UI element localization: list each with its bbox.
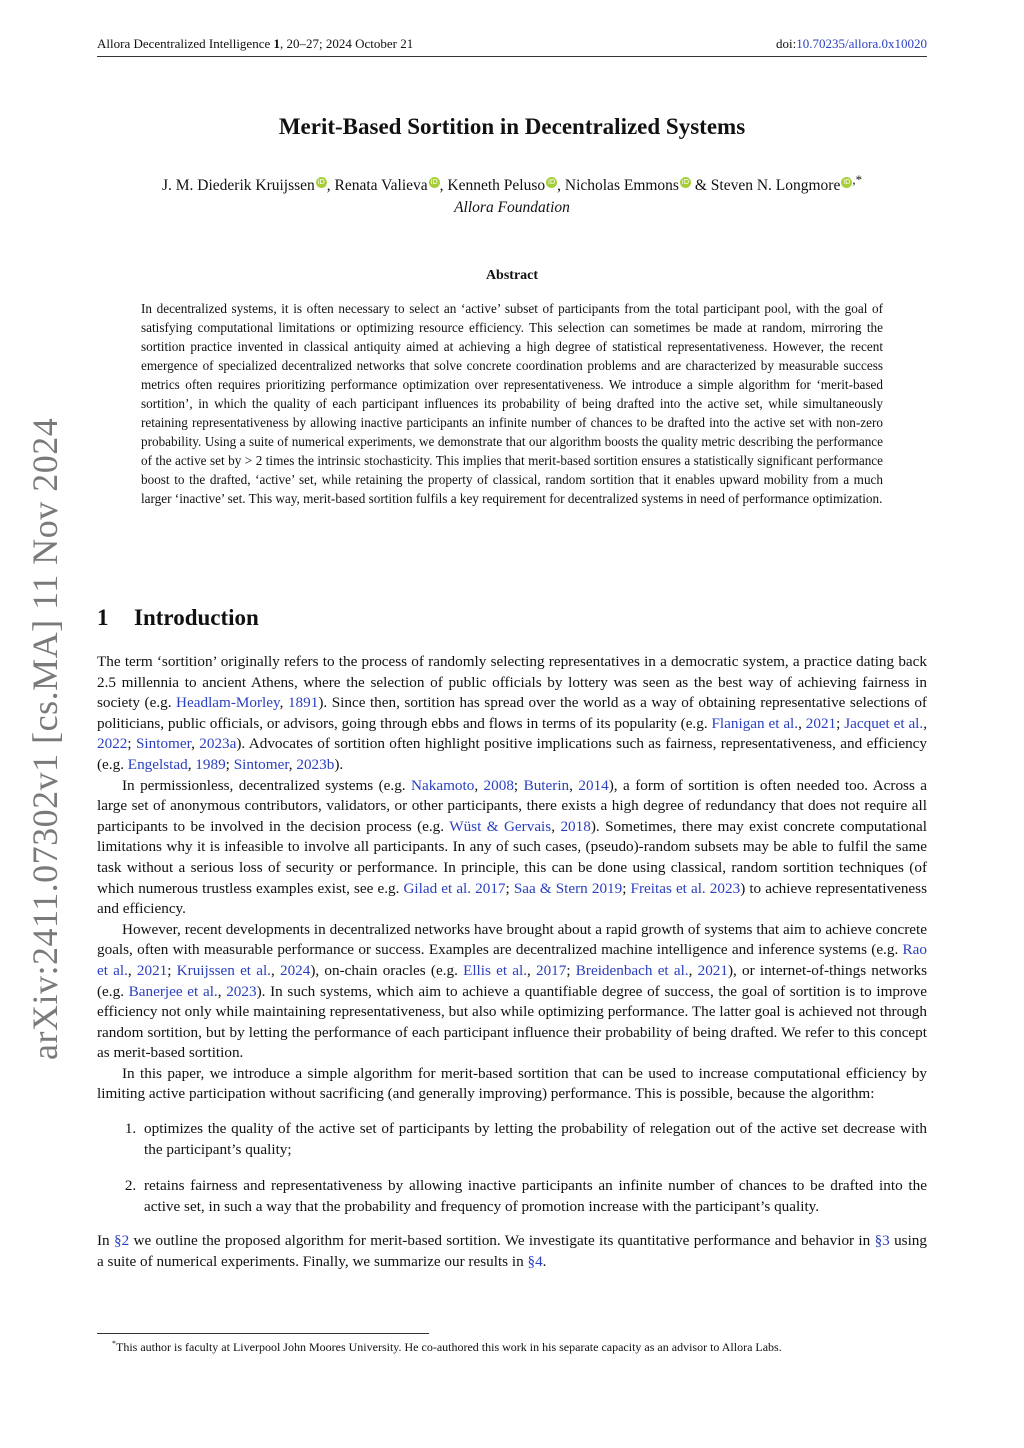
list-item: 1. optimizes the quality of the active set of participants by letting the probability of relegation out of the active set decrease with the participant’s quality; bbox=[140, 1119, 927, 1160]
citation-link[interactable]: 2021 bbox=[136, 961, 168, 979]
citation-link[interactable]: Kruijssen et al. bbox=[176, 961, 271, 979]
author: Steven N. Longmore bbox=[710, 177, 841, 195]
journal-citation: Allora Decentralized Intelligence 1, 20–27; 2024 October 21 bbox=[97, 36, 414, 51]
author-list: J. M. Diederik Kruijssen iD , Renata Valieva iD , Kenneth Peluso iD , Nicholas Emmons iD & Steven N. Longmore iD ,* bbox=[161, 172, 863, 195]
citation-link[interactable]: 2021 bbox=[805, 714, 837, 732]
paragraph: In §2 we outline the proposed algorithm for merit-based sortition. We investigate its quantitative performance and behavior in §3 using a suite of numerical experiments. Finally, we summarize our results in §4. bbox=[97, 1232, 927, 1271]
list-item: 2. retains fairness and representativeness by allowing inactive participants an infinite number of chances to be drafted into the active set, in such a way that the probability and frequency of promotion increase with the participant’s quality. bbox=[140, 1176, 927, 1217]
author: Renata Valieva bbox=[334, 177, 428, 195]
citation-link[interactable]: 2023b bbox=[296, 755, 335, 773]
affiliation: Allora Foundation bbox=[454, 199, 570, 216]
orcid-icon[interactable]: iD bbox=[843, 178, 851, 186]
author: J. M. Diederik Kruijssen bbox=[161, 177, 315, 195]
running-head bbox=[97, 36, 927, 57]
orcid-icon[interactable]: iD bbox=[430, 178, 438, 186]
body-text bbox=[97, 652, 927, 1273]
citation-link[interactable]: 2023 bbox=[226, 982, 257, 1000]
abstract-heading: Abstract bbox=[485, 268, 539, 283]
paragraph: In this paper, we introduce a simple algorithm for merit-based sortition that can be used to increase computational efficiency by limiting active participation without sacrificing (and generally improving) performance. This is possible, because the algorithm: bbox=[97, 1064, 927, 1103]
orcid-icon[interactable]: iD bbox=[681, 178, 690, 186]
paragraph: The term ‘sortition’ originally refers to the process of randomly selecting representatives in a democratic system, a practice dating back 2.5 millennia to ancient Athens, where the selection of public officials by lottery was seen as the best way of achieving fairness in society (e.g. Headlam-Morley, 1891). Since then, sortition has spread over the world as a way of obtaining representative selections of politicians, public officials, or advisors, going through ebbs and flows in terms of its popularity (e.g. Flanigan et al., 2021; Jacquet et al., 2022; Sintomer, 2023a). Advocates of sortition often highlight positive implications such as fairness, representativeness, and efficiency (e.g. Engelstad, 1989; Sintomer, 2023b). bbox=[97, 653, 927, 773]
citation-link[interactable]: 2024 bbox=[279, 961, 311, 979]
paper-title: Merit-Based Sortition in Decentralized Systems bbox=[278, 114, 746, 139]
citation-link[interactable]: 2018 bbox=[560, 817, 591, 835]
citation-link[interactable]: 2022 bbox=[97, 735, 128, 753]
orcid-icon[interactable]: iD bbox=[317, 178, 325, 186]
citation-link[interactable]: Banerjee et al. bbox=[128, 982, 218, 1000]
citation-link[interactable]: §3 bbox=[874, 1232, 890, 1250]
citation-link[interactable]: 2017 bbox=[535, 961, 567, 979]
citation-link[interactable]: 2021 bbox=[697, 961, 728, 979]
corresponding-mark: ,* bbox=[852, 172, 863, 187]
section-heading bbox=[97, 605, 259, 631]
citation-link[interactable]: Headlam-Morley bbox=[176, 694, 280, 712]
footnote: *This author is faculty at Liverpool John Moores University. He co-authored this work in his separate capacity as an advisor to Allora Labs. bbox=[112, 1339, 782, 1354]
paragraph: However, recent developments in decentralized networks have brought about a rapid growth of systems that aim to achieve concrete goals, often with measurable performance or success. Examples are decentralized machine intelligence and inference systems (e.g. Rao et al., 2021; Kruijssen et al., 2024), on-chain oracles (e.g. Ellis et al., 2017; Breidenbach et al., 2021), or internet-of-things networks (e.g. Banerjee et al., 2023). In such systems, which aim to achieve a quantifiable degree of success, the goal of sortition is to improve efficiency not only while maintaining representativeness, but also while optimizing performance. The latter goal is achieved not through random sortition, but by letting the performance of each participant influence their probability of being drafted. We refer to this concept as merit-based sortition. bbox=[97, 920, 928, 1062]
footnote-rule bbox=[97, 1333, 429, 1334]
citation-link[interactable]: Ellis et al. bbox=[463, 961, 527, 979]
citation-link[interactable]: Flanigan et al. bbox=[711, 714, 799, 732]
citation-link[interactable]: Buterin bbox=[523, 776, 570, 794]
orcid-icon[interactable]: iD bbox=[547, 178, 556, 186]
citation-link[interactable]: Sintomer bbox=[233, 755, 289, 773]
citation-link[interactable]: Freitas et al. 2023 bbox=[630, 879, 741, 897]
arxiv-stamp: arXiv:2411.07302v1 [cs.MA] 11 Nov 2024 bbox=[25, 417, 65, 1060]
author: Kenneth Peluso bbox=[447, 177, 546, 195]
author: Nicholas Emmons bbox=[564, 177, 679, 195]
citation-link[interactable]: Wüst & Gervais bbox=[449, 817, 552, 835]
section-number: 1 bbox=[97, 605, 109, 630]
citation-link[interactable]: 2023a bbox=[199, 735, 237, 753]
doi-link[interactable]: 10.70235/allora.0x10020 bbox=[796, 36, 927, 51]
abstract-text: In decentralized systems, it is often necessary to select an ‘active’ subset of participants from the total participant pool, with the goal of satisfying computational limitations or optimizing resource efficiency. This selection can sometimes be made at random, mirroring the sortition practice invented in classical antiquity aimed at achieving a high degree of statistical representativeness. However, the recent emergence of specialized decentralized networks that solve concrete coordination problems and are characterized by measurable success metrics often requires prioritizing performance optimization over representativeness. We introduce a simple algorithm for ‘merit-based sortition’, in which the quality of each participant influences its probability of being drafted into the active set, while simultaneously retaining representativeness by allowing inactive participants an infinite number of chances to be drafted into the active set with non-zero probability. Using a suite of numerical experiments, we demonstrate that our algorithm boosts the quality metric describing the performance of the active set by > 2 times the intrinsic stochasticity. This implies that merit-based sortition ensures a statistically significant performance boost to the drafted, ‘active’ set, while retaining the property of classical, random sortition that it enables upward mobility from a much larger ‘inactive’ set. This way, merit-based sortition fulfils a key requirement for decentralized systems in need of performance optimization. bbox=[141, 301, 883, 506]
citation-link[interactable]: 1989 bbox=[195, 755, 226, 773]
citation-link[interactable]: Engelstad bbox=[127, 755, 188, 773]
citation-link[interactable]: Gilad et al. 2017 bbox=[403, 879, 506, 897]
citation-link[interactable]: Rao et al. bbox=[97, 941, 927, 979]
citation-link[interactable]: Breidenbach et al. bbox=[575, 961, 689, 979]
doi: doi:10.70235/allora.0x10020 bbox=[776, 36, 927, 51]
citation-link[interactable]: §4 bbox=[527, 1253, 543, 1271]
algorithm-properties-list bbox=[97, 1119, 927, 1217]
paragraph: In permissionless, decentralized systems (e.g. Nakamoto, 2008; Buterin, 2014), a form of sortition is often needed too. Across a large set of anonymous contributors, validators, or other participants, there exists a high degree of redundancy that does not require all participants to be involved in the decision process (e.g. Wüst & Gervais, 2018). Sometimes, there may exist concrete computational limitations why it is infeasible to involve all participants. In any of such cases, (pseudo)-random subsets may be able to fulfil the same task without a serious loss of security or performance. In principle, this can be done using classical, random sortition techniques (of which numerous trustless examples exist, see e.g. Gilad et al. 2017; Saa & Stern 2019; Freitas et al. 2023) to achieve representativeness and efficiency. bbox=[97, 776, 928, 918]
citation-link[interactable]: §2 bbox=[113, 1232, 130, 1250]
citation-link[interactable]: 2014 bbox=[578, 776, 609, 794]
citation-link[interactable]: Jacquet et al. bbox=[844, 714, 924, 732]
citation-link[interactable]: Sintomer bbox=[135, 735, 192, 753]
citation-link[interactable]: 2008 bbox=[483, 776, 514, 794]
citation-link[interactable]: Nakamoto bbox=[411, 776, 475, 794]
section-title: Introduction bbox=[134, 605, 259, 630]
citation-link[interactable]: Saa & Stern 2019 bbox=[513, 879, 623, 897]
citation-link[interactable]: 1891 bbox=[287, 694, 319, 712]
